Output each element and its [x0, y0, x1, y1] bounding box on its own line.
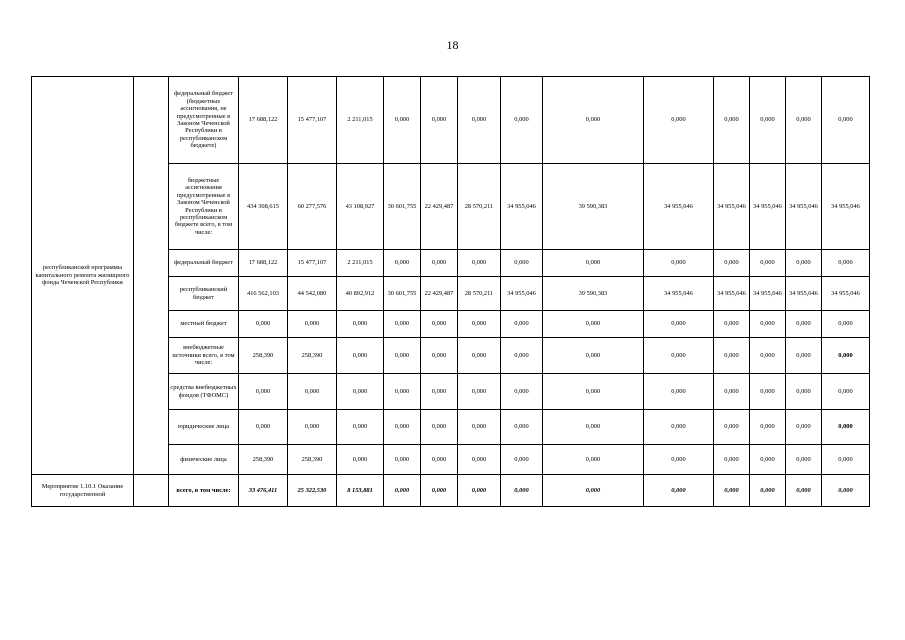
value-cell: 0,000 — [458, 475, 501, 507]
value-cell: 17 688,122 — [239, 250, 288, 277]
value-cell: 34 955,046 — [822, 277, 870, 311]
value-cell: 0,000 — [384, 250, 421, 277]
value-cell: 0,000 — [714, 410, 750, 445]
event-label-cell: Мероприятие 1.10.1 Оказание государственной — [32, 475, 134, 507]
value-cell: 0,000 — [714, 77, 750, 164]
value-cell: 60 277,576 — [288, 164, 337, 250]
value-cell: 0,000 — [644, 374, 714, 410]
value-cell: 0,000 — [501, 475, 543, 507]
value-cell: 0,000 — [750, 77, 786, 164]
source-cell: юридические лица — [169, 410, 239, 445]
value-cell: 0,000 — [384, 338, 421, 374]
value-cell: 0,000 — [644, 338, 714, 374]
value-cell: 0,000 — [543, 475, 644, 507]
value-cell: 34 955,046 — [644, 277, 714, 311]
value-cell: 0,000 — [288, 311, 337, 338]
value-cell: 0,000 — [501, 374, 543, 410]
value-cell: 34 955,046 — [644, 164, 714, 250]
value-cell: 0,000 — [822, 374, 870, 410]
value-cell: 0,000 — [644, 311, 714, 338]
value-cell: 0,000 — [458, 311, 501, 338]
value-cell: 0,000 — [337, 445, 384, 475]
value-cell: 0,000 — [543, 311, 644, 338]
value-cell: 0,000 — [644, 77, 714, 164]
value-cell: 30 601,755 — [384, 164, 421, 250]
value-cell: 0,000 — [384, 410, 421, 445]
value-cell: 0,000 — [458, 445, 501, 475]
value-cell: 0,000 — [822, 311, 870, 338]
value-cell: 0,000 — [458, 410, 501, 445]
source-cell: физические лица — [169, 445, 239, 475]
value-cell: 34 955,046 — [750, 164, 786, 250]
value-cell: 0,000 — [337, 410, 384, 445]
value-cell: 34 955,046 — [501, 277, 543, 311]
value-cell: 0,000 — [421, 77, 458, 164]
value-cell: 34 955,046 — [714, 164, 750, 250]
value-cell: 0,000 — [337, 311, 384, 338]
value-cell: 0,000 — [543, 445, 644, 475]
value-cell: 0,000 — [384, 77, 421, 164]
value-cell: 28 570,211 — [458, 164, 501, 250]
value-cell: 0,000 — [543, 338, 644, 374]
value-cell: 0,000 — [644, 410, 714, 445]
value-cell: 0,000 — [384, 374, 421, 410]
value-cell: 0,000 — [458, 338, 501, 374]
value-cell: 34 955,046 — [786, 164, 822, 250]
value-cell: 258,390 — [239, 445, 288, 475]
value-cell: 0,000 — [543, 77, 644, 164]
value-cell: 0,000 — [750, 250, 786, 277]
program-label-cell: республиканской программы капитального ремонта жилищного фонда Чеченской Республики — [32, 77, 134, 475]
value-cell: 0,000 — [750, 338, 786, 374]
value-cell: 0,000 — [239, 374, 288, 410]
value-cell: 2 211,015 — [337, 77, 384, 164]
value-cell: 0,000 — [501, 77, 543, 164]
value-cell: 0,000 — [501, 338, 543, 374]
value-cell: 0,000 — [786, 410, 822, 445]
value-cell: 258,390 — [288, 445, 337, 475]
value-cell: 0,000 — [644, 475, 714, 507]
source-cell: бюджетные ассигнования предусмотренные в Законом Чеченской Республики в республиканском бюджете всего, в том числе: — [169, 164, 239, 250]
source-cell: средства внебюджетных фондов (ТФОМС) — [169, 374, 239, 410]
value-cell: 258,390 — [288, 338, 337, 374]
value-cell: 0,000 — [501, 250, 543, 277]
value-cell: 39 590,383 — [543, 164, 644, 250]
value-cell: 0,000 — [786, 311, 822, 338]
source-cell: всего, в том числе: — [169, 475, 239, 507]
value-cell: 30 601,755 — [384, 277, 421, 311]
value-cell: 0,000 — [384, 311, 421, 338]
value-cell: 28 570,211 — [458, 277, 501, 311]
value-cell: 15 477,107 — [288, 250, 337, 277]
value-cell: 434 308,615 — [239, 164, 288, 250]
value-cell: 0,000 — [543, 250, 644, 277]
value-cell: 0,000 — [750, 374, 786, 410]
table-row — [32, 77, 870, 164]
value-cell: 0,000 — [337, 374, 384, 410]
value-cell: 0,000 — [501, 311, 543, 338]
value-cell: 0,000 — [786, 338, 822, 374]
value-cell: 258,390 — [239, 338, 288, 374]
value-cell: 0,000 — [822, 338, 870, 374]
value-cell: 0,000 — [822, 250, 870, 277]
value-cell: 0,000 — [786, 250, 822, 277]
value-cell: 0,000 — [644, 445, 714, 475]
source-cell: федеральный бюджет — [169, 250, 239, 277]
value-cell: 0,000 — [501, 410, 543, 445]
value-cell: 0,000 — [786, 475, 822, 507]
value-cell: 0,000 — [714, 311, 750, 338]
source-cell: федеральный бюджет (бюджетные ассигнования, не предусмотренные в Законом Чеченской Республики в республиканском бюджете) — [169, 77, 239, 164]
value-cell: 0,000 — [421, 475, 458, 507]
value-cell: 0,000 — [239, 311, 288, 338]
value-cell: 0,000 — [822, 475, 870, 507]
source-cell: республиканский бюджет — [169, 277, 239, 311]
value-cell: 0,000 — [421, 445, 458, 475]
empty-cell — [134, 475, 169, 507]
empty-cell — [134, 77, 169, 475]
value-cell: 0,000 — [421, 338, 458, 374]
value-cell: 0,000 — [786, 374, 822, 410]
value-cell: 0,000 — [239, 410, 288, 445]
value-cell: 17 688,122 — [239, 77, 288, 164]
value-cell: 34 955,046 — [786, 277, 822, 311]
value-cell: 0,000 — [714, 445, 750, 475]
value-cell: 44 542,080 — [288, 277, 337, 311]
value-cell: 0,000 — [384, 475, 421, 507]
value-cell: 0,000 — [384, 445, 421, 475]
value-cell: 0,000 — [458, 374, 501, 410]
value-cell: 0,000 — [786, 77, 822, 164]
value-cell: 0,000 — [458, 77, 501, 164]
value-cell: 416 562,103 — [239, 277, 288, 311]
value-cell: 2 211,015 — [337, 250, 384, 277]
value-cell: 0,000 — [421, 311, 458, 338]
value-cell: 0,000 — [458, 250, 501, 277]
value-cell: 33 476,411 — [239, 475, 288, 507]
value-cell: 8 153,881 — [337, 475, 384, 507]
value-cell: 39 590,383 — [543, 277, 644, 311]
value-cell: 0,000 — [750, 311, 786, 338]
value-cell: 0,000 — [421, 410, 458, 445]
value-cell: 0,000 — [288, 374, 337, 410]
value-cell: 0,000 — [288, 410, 337, 445]
value-cell: 0,000 — [543, 374, 644, 410]
value-cell: 0,000 — [644, 250, 714, 277]
value-cell: 34 955,046 — [501, 164, 543, 250]
value-cell: 0,000 — [714, 338, 750, 374]
source-cell: внебюджетные источники всего, в том числе: — [169, 338, 239, 374]
value-cell: 0,000 — [421, 250, 458, 277]
value-cell: 34 955,046 — [822, 164, 870, 250]
source-cell: местный бюджет — [169, 311, 239, 338]
value-cell: 15 477,107 — [288, 77, 337, 164]
value-cell: 34 955,046 — [714, 277, 750, 311]
value-cell: 0,000 — [750, 445, 786, 475]
page-number: 18 — [446, 38, 459, 52]
table-row — [32, 475, 870, 507]
value-cell: 0,000 — [501, 445, 543, 475]
value-cell: 0,000 — [786, 445, 822, 475]
value-cell: 0,000 — [822, 410, 870, 445]
value-cell: 0,000 — [822, 77, 870, 164]
budget-table — [31, 76, 870, 507]
value-cell: 0,000 — [337, 338, 384, 374]
value-cell: 0,000 — [714, 374, 750, 410]
value-cell: 0,000 — [822, 445, 870, 475]
value-cell: 0,000 — [543, 410, 644, 445]
value-cell: 34 955,046 — [750, 277, 786, 311]
value-cell: 43 108,927 — [337, 164, 384, 250]
value-cell: 0,000 — [421, 374, 458, 410]
value-cell: 0,000 — [714, 475, 750, 507]
value-cell: 25 322,530 — [288, 475, 337, 507]
value-cell: 0,000 — [750, 475, 786, 507]
value-cell: 40 892,912 — [337, 277, 384, 311]
value-cell: 0,000 — [714, 250, 750, 277]
value-cell: 0,000 — [750, 410, 786, 445]
value-cell: 22 429,487 — [421, 277, 458, 311]
value-cell: 22 429,487 — [421, 164, 458, 250]
